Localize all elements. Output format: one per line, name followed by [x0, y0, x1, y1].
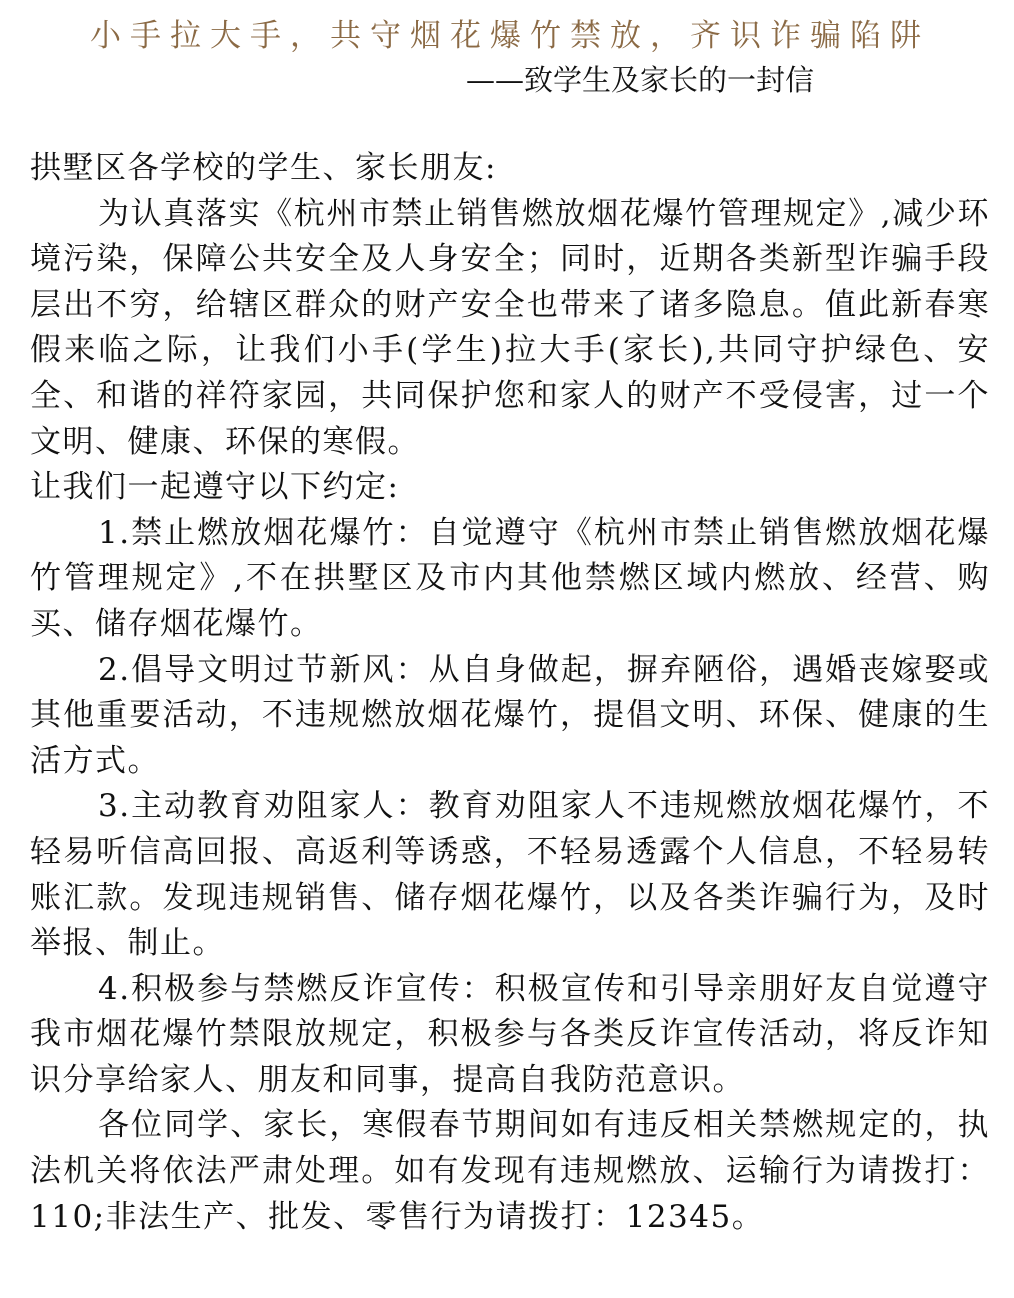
letter-body — [30, 146, 990, 1240]
rule-item-1: 1.禁止燃放烟花爆竹：自觉遵守《杭州市禁止销售燃放烟花爆 竹管理规定》,不在拱墅区及市内其他禁燃区域内燃放、经营、购买、储存烟花爆竹。 — [30, 514, 990, 642]
letter-subtitle: ——致学生及家长的一封信 — [466, 63, 815, 97]
rule-item-3: 3.主动教育劝阻家人：教育劝阻家人不违规燃放烟花爆竹，不 轻易听信高回报、高返利等诱惑，不轻易透露个人信息，不轻易转 账汇款。发现违规销售、储存烟花爆竹，以及各类诈骗行为，及时 举报、制止。 — [30, 788, 990, 962]
agreement-heading: 让我们一起遵守以下约定: — [30, 469, 400, 506]
intro-paragraph: 为认真落实《杭州市禁止销售燃放烟花爆竹管理规定》,减少环境污染，保障公共安全及人身安全；同时，近期各类新型诈骗手段层出不穷，给辖区群众的财产安全也带来了诸多隐息。值此新春寒假来临之际，让我们小手(学生)拉大手(家长),共同守护绿色、安全、和谐的祥符家园，共同保护您和家人的财产不受侵害，过一个文明、健康、环保的寒假。 — [30, 195, 990, 460]
salutation: 拱墅区各学校的学生、家长朋友: — [30, 150, 497, 186]
closing-paragraph: 各位同学、家长，寒假春节期间如有违反相关禁燃规定的，执 法机关将依法严肃处理。如有发现有违规燃放、运输行为请拨打：110;非法生产、批发、零售行为请拨打：12345。 — [30, 1107, 990, 1235]
rule-item-2: 2.倡导文明过节新风：从自身做起，摒弃陋俗，遇婚丧嫁娶或 其他重要活动，不违规燃放烟花爆竹，提倡文明、环保、健康的生 活方式。 — [30, 651, 990, 779]
letter-title: 小手拉大手，共守烟花爆竹禁放，齐识诈骗陷阱 — [90, 18, 930, 54]
rule-item-4: 4.积极参与禁燃反诈宣传：积极宣传和引导亲朋好友自觉遵守 我市烟花爆竹禁限放规定，积极参与各类反诈宣传活动，将反诈知 识分享给家人、朋友和同事，提高自我防范意识。 — [30, 970, 990, 1098]
